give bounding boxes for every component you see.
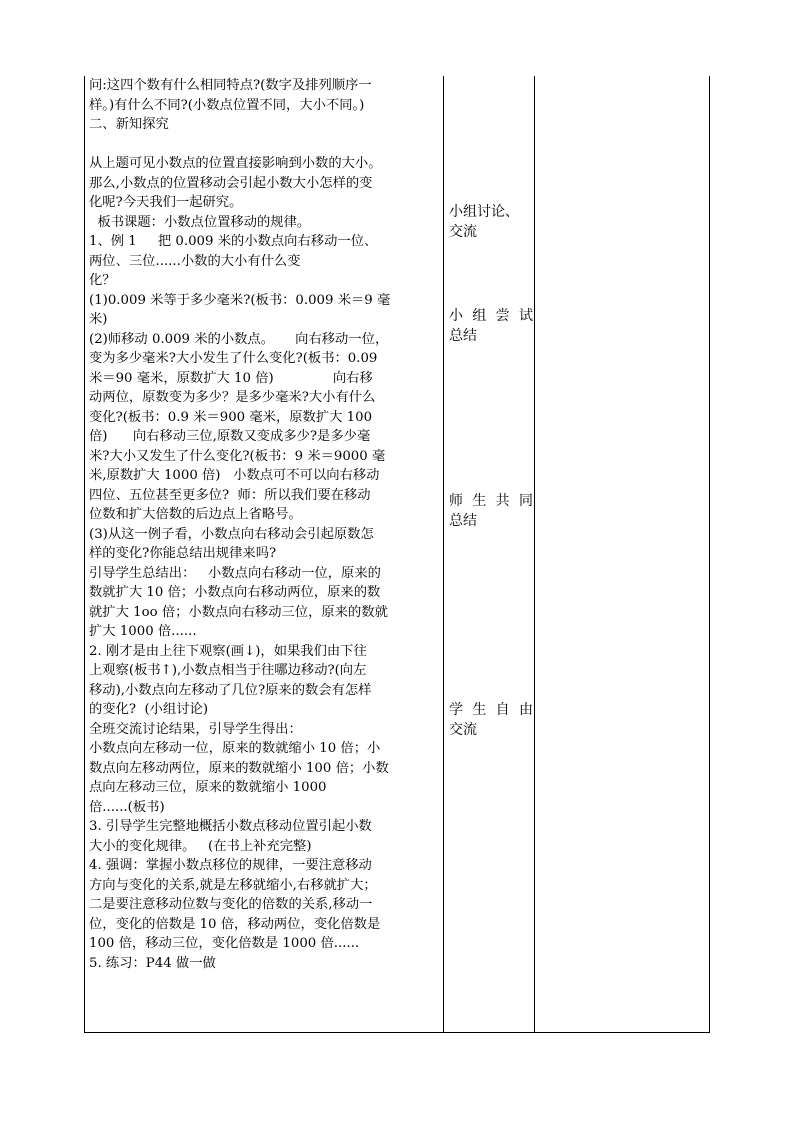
text-line: 大小的变化规律。 (在书上补充完整) xyxy=(89,838,312,854)
text-line: 化呢?今天我们一起研究。 xyxy=(89,195,243,210)
note-line: 小组讨论、 xyxy=(449,204,519,220)
text-line: 数就扩大 10 倍；小数点向右移动两位，原来的数 xyxy=(89,585,381,600)
text-line: 100 倍，移动三位，变化倍数是 1000 倍...... xyxy=(89,936,360,951)
text-line: 移动),小数点向左移动了几位?原来的数会有怎样 xyxy=(89,682,372,698)
column-divider xyxy=(534,76,535,1032)
text-line: 化？ xyxy=(89,273,116,288)
note-line: 总结 xyxy=(449,513,477,529)
activity-note-1 xyxy=(449,202,533,242)
lesson-table xyxy=(84,76,710,1033)
text-line: 1、例 1 把 0.009 米的小数点向右移动一位、 xyxy=(89,234,378,249)
text-line: 就扩大 1oo 倍；小数点向右移动三位，原来的数就 xyxy=(89,604,388,620)
text-line: 3. 引导学生完整地概括小数点移动位置引起小数 xyxy=(89,819,372,834)
text-line: 变化?(板书：0.9 米＝900 毫米，原数扩大 100 xyxy=(89,409,373,425)
activity-note-3 xyxy=(449,491,533,531)
note-line: 师生共同 xyxy=(449,493,533,509)
text-line: 变为多少毫米?大小发生了什么变化?(板书：0.09 xyxy=(89,351,378,366)
text-line: 数点向左移动两位，原来的数就缩小 100 倍；小数 xyxy=(89,760,389,776)
text-line: 引导学生总结出： 小数点向右移动一位，原来的 xyxy=(89,565,381,581)
note-line: 总结 xyxy=(449,328,477,344)
text-line: 上观察(板书↑),小数点相当于往哪边移动?(向左 xyxy=(89,663,367,678)
note-line: 交流 xyxy=(449,722,477,738)
text-line: 2. 刚才是由上往下观察(画↓)，如果我们由下往 xyxy=(89,643,367,659)
text-line: 5. 练习：P44 做一做 xyxy=(89,955,216,971)
activity-note-2 xyxy=(449,306,533,346)
text-line: 两位、三位......小数的大小有什么变 xyxy=(89,253,301,269)
text-line: 位数和扩大倍数的后边点上省略号。 xyxy=(89,507,302,522)
text-line: (3)从这一例子看，小数点向右移动会引起原数怎 xyxy=(89,526,374,542)
text-line: 从上题可见小数点的位置直接影响到小数的大小。 xyxy=(89,156,382,171)
note-line: 交流 xyxy=(449,224,477,240)
teaching-process-column xyxy=(89,76,441,973)
text-line: 方向与变化的关系,就是左移就缩小,右移就扩大； xyxy=(89,877,377,893)
text-line: 米) xyxy=(89,312,108,327)
text-line: 小数点向左移动一位，原来的数就缩小 10 倍；小 xyxy=(89,741,381,756)
text-line: (1)0.009 米等于多少毫米?(板书：0.009 米＝9 毫 xyxy=(89,292,391,308)
text-line: 米＝90 毫米，原数扩大 10 倍) 向右移 xyxy=(89,370,373,386)
text-line: 全班交流讨论结果，引导学生得出： xyxy=(89,721,302,737)
note-line: 小组尝试 xyxy=(449,308,533,324)
text-line: 位，变化的倍数是 10 倍，移动两位，变化倍数是 xyxy=(89,916,381,932)
text-line: 样的变化?你能总结出规律来吗? xyxy=(89,546,277,561)
text-line: 问:这四个数有什么相同特点?(数字及排列顺序一 xyxy=(89,78,372,93)
text-line: 二是要注意移动位数与变化的倍数的关系,移动一 xyxy=(89,897,373,912)
text-line: 倍......(板书) xyxy=(89,799,165,815)
text-line: (2)师移动 0.009 米的小数点。 向右移动一位， xyxy=(89,331,389,347)
text-line: 扩大 1000 倍...... xyxy=(89,624,197,639)
text-line xyxy=(89,135,441,155)
text-line: 米?大小又发生了什么变化?(板书：9 米＝9000 毫 xyxy=(89,448,386,464)
text-line: 倍) 向右移动三位,原数又变成多少?是多少毫 xyxy=(89,429,371,444)
text-line: 板书课题：小数点位置移动的规律。 xyxy=(89,214,311,230)
text-line: 四位、五位甚至更多位? 师：所以我们要在移动 xyxy=(89,487,371,503)
text-line: 二、新知探究 xyxy=(89,117,169,132)
activity-note-4 xyxy=(449,700,533,740)
text-line: 那么,小数点的位置移动会引起小数大小怎样的变 xyxy=(89,175,373,191)
text-line: 样。)有什么不同?(小数点位置不同，大小不同。) xyxy=(89,97,365,113)
text-line: 动两位，原数变为多少？是多少毫米?大小有什么 xyxy=(89,390,376,405)
note-line: 学生自由 xyxy=(449,702,533,718)
text-line: 4. 强调：掌握小数点移位的规律，一要注意移动 xyxy=(89,858,372,873)
column-divider xyxy=(443,76,444,1032)
text-line: 米,原数扩大 1000 倍) 小数点可不可以向右移动 xyxy=(89,468,380,483)
text-line: 点向左移动三位，原来的数就缩小 1000 xyxy=(89,780,327,795)
text-line: 的变化? (小组讨论) xyxy=(89,702,209,717)
